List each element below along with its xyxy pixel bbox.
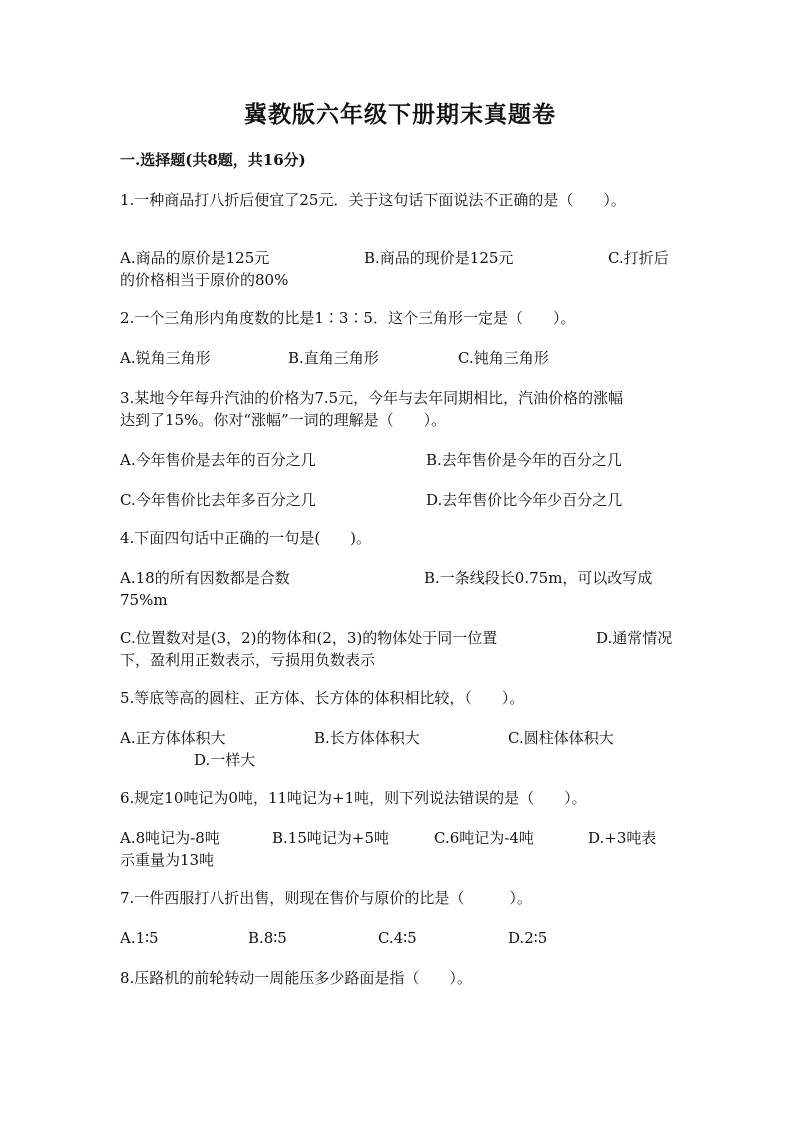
question-7-stem: 7.一件西服打八折出售，则现在售价与原价的比是（ ）。 [120, 889, 532, 907]
question-5-option-d: D.一样大 [194, 751, 256, 769]
question-7-option-d: D.2∶5 [508, 929, 548, 947]
question-6-option-b: B.15吨记为+5吨 [272, 829, 389, 847]
question-2-option-b: B.直角三角形 [288, 349, 379, 367]
question-1-option-b: B.商品的现价是125元 [364, 249, 514, 267]
question-4-option-b: B.一条线段长0.75m，可以改写成 [424, 569, 653, 587]
question-7-option-b: B.8∶5 [248, 929, 287, 947]
question-6-option-d: D.+3吨表 [588, 829, 657, 847]
question-5-option-a: A.正方体体积大 [120, 729, 226, 747]
question-3-stem: 3.某地今年每升汽油的价格为7.5元，今年与去年同期相比，汽油价格的涨幅 [120, 389, 624, 407]
question-6-option-c: C.6吨记为-4吨 [434, 829, 534, 847]
question-3-option-b: B.去年售价是今年的百分之几 [426, 451, 622, 469]
question-6-option-d-continued: 示重量为13吨 [120, 851, 215, 869]
question-3-option-c: C.今年售价比去年多百分之几 [120, 491, 316, 509]
question-8-stem: 8.压路机的前轮转动一周能压多少路面是指（ ）。 [120, 969, 472, 987]
page-title: 冀教版六年级下册期末真题卷 [244, 101, 556, 128]
question-4-stem: 4.下面四句话中正确的一句是( )。 [120, 529, 372, 547]
question-2-option-c: C.钝角三角形 [458, 349, 549, 367]
question-4-option-d-continued: 下，盈利用正数表示，亏损用负数表示 [120, 651, 376, 669]
question-3-stem-continued: 达到了15%。你对“涨幅”一词的理解是（ ）。 [120, 411, 447, 429]
question-4-option-a: A.18的所有因数都是合数 [120, 569, 290, 587]
question-6-stem: 6.规定10吨记为0吨，11吨记为+1吨，则下列说法错误的是（ ）。 [120, 789, 587, 807]
question-1-stem: 1.一种商品打八折后便宜了25元．关于这句话下面说法不正确的是（ ）。 [120, 191, 626, 209]
question-4-option-b-continued: 75%m [120, 591, 168, 609]
question-4-option-c: C.位置数对是(3，2)的物体和(2，3)的物体处于同一位置 [120, 629, 498, 647]
question-2-option-a: A.锐角三角形 [120, 349, 211, 367]
question-3-option-a: A.今年售价是去年的百分之几 [120, 451, 316, 469]
section-heading: 一.选择题(共8题，共16分) [120, 151, 306, 169]
question-5-option-c: C.圆柱体体积大 [508, 729, 614, 747]
question-1-option-a: A.商品的原价是125元 [120, 249, 270, 267]
question-4-option-d: D.通常情况 [596, 629, 673, 647]
question-2-stem: 2.一个三角形内角度数的比是1∶3∶5．这个三角形一定是（ ）。 [120, 309, 576, 327]
question-3-option-d: D.去年售价比今年少百分之几 [426, 491, 623, 509]
question-7-option-a: A.1∶5 [120, 929, 159, 947]
question-6-option-a: A.8吨记为-8吨 [120, 829, 220, 847]
question-1-option-c: C.打折后 [608, 249, 669, 267]
question-1-option-c-continued: 的价格相当于原价的80% [120, 271, 289, 289]
question-7-option-c: C.4∶5 [378, 929, 417, 947]
question-5-stem: 5.等底等高的圆柱、正方体、长方体的体积相比较，（ ）。 [120, 689, 525, 707]
question-5-option-b: B.长方体体积大 [314, 729, 420, 747]
